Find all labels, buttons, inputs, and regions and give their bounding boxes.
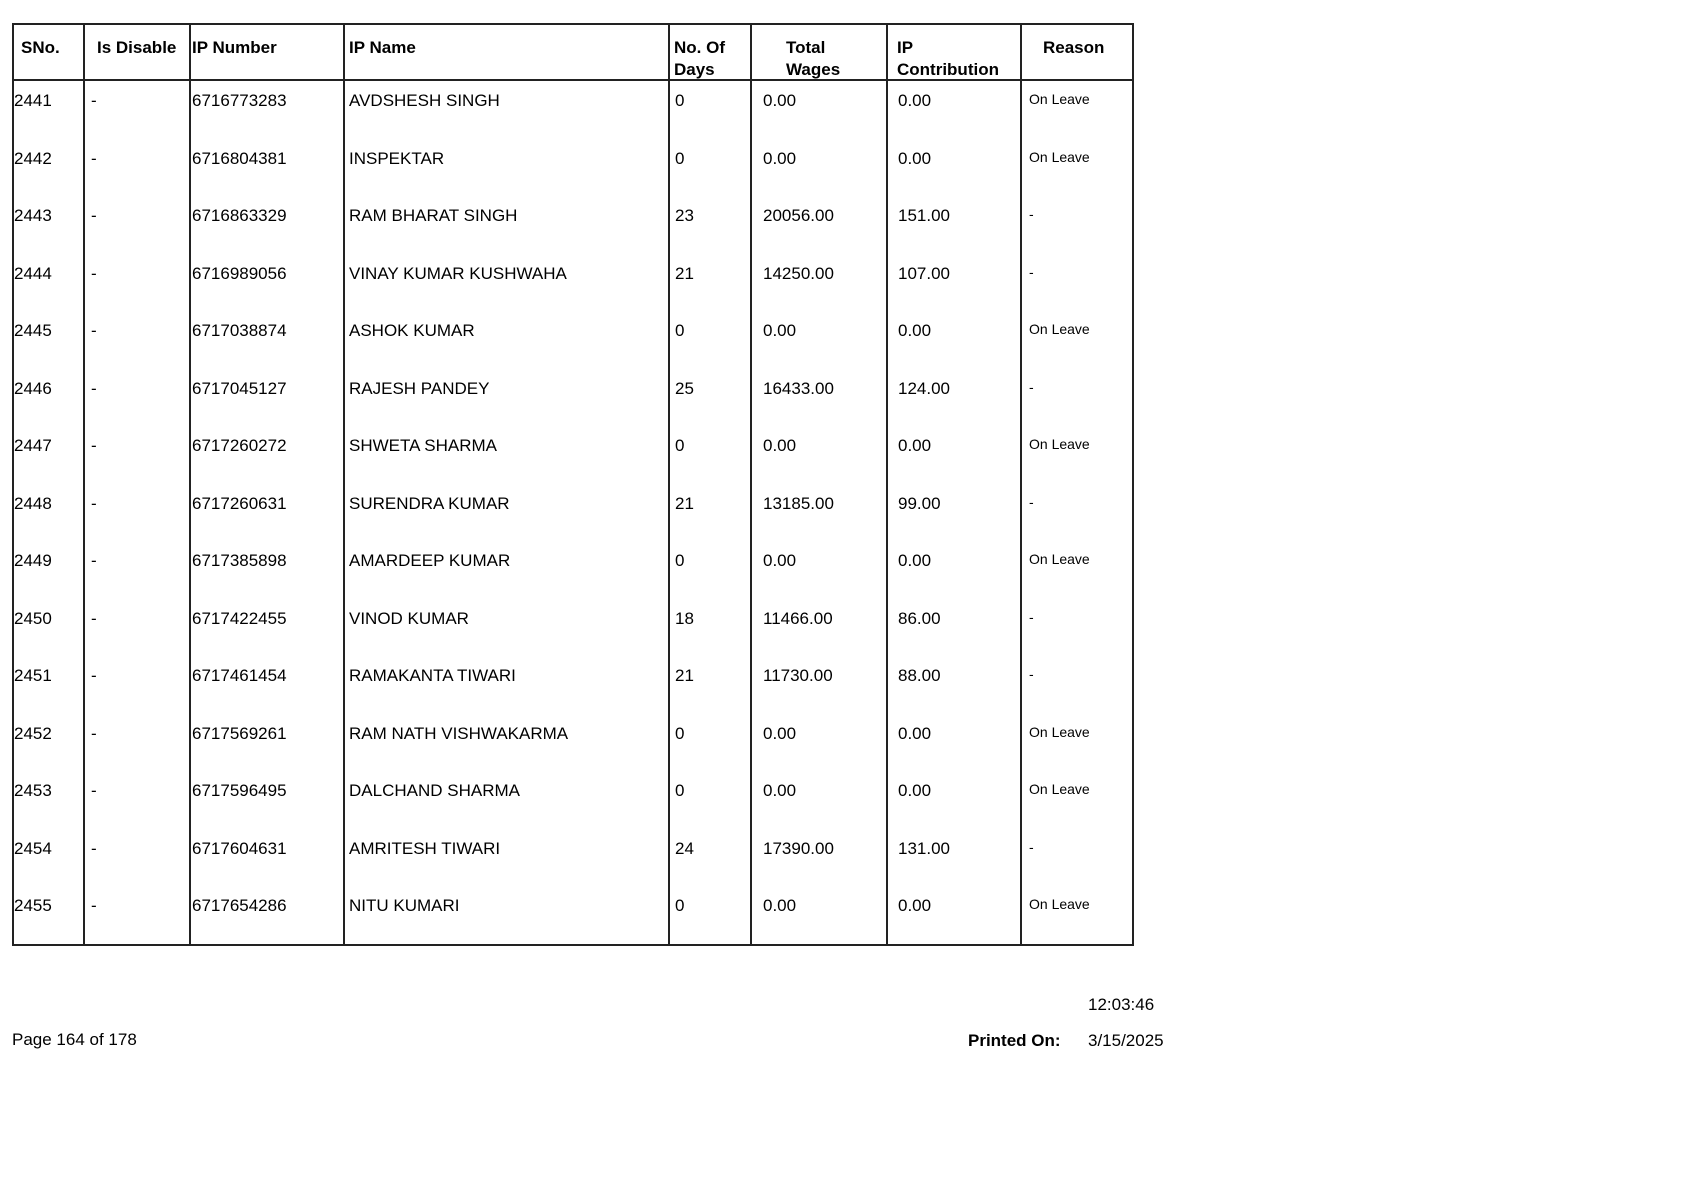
table-body: [14, 81, 1132, 944]
header-sno: SNo.: [14, 25, 85, 79]
cell-total-wages: 0.00: [752, 886, 888, 944]
cell-no-of-days: 0: [670, 311, 752, 369]
header-no-of-days: [670, 25, 752, 79]
table-row: [14, 426, 1132, 484]
cell-sno: 2446: [14, 369, 85, 427]
cell-sno: 2444: [14, 254, 85, 312]
cell-reason: On Leave: [1029, 551, 1090, 567]
cell-ip-number: 6717569261: [191, 714, 345, 772]
cell-sno: 2448: [14, 484, 85, 542]
header-total-wages-line1: Total: [786, 38, 826, 57]
cell-is-disable: -: [85, 484, 191, 542]
table-row: [14, 829, 1132, 887]
table-row: [14, 311, 1132, 369]
cell-reason: On Leave: [1029, 896, 1090, 912]
cell-reason: -: [1029, 493, 1034, 510]
cell-ip-contribution: 0.00: [888, 541, 1022, 599]
cell-no-of-days: 25: [670, 369, 752, 427]
cell-ip-name: DALCHAND SHARMA: [345, 771, 670, 829]
cell-no-of-days: 21: [670, 656, 752, 714]
table-row: [14, 81, 1132, 139]
cell-ip-number: 6717260272: [191, 426, 345, 484]
cell-total-wages: 14250.00: [752, 254, 888, 312]
cell-ip-name: NITU KUMARI: [345, 886, 670, 944]
table-row: [14, 541, 1132, 599]
printed-on-label: Printed On:: [968, 1031, 1061, 1050]
cell-ip-contribution: 88.00: [888, 656, 1022, 714]
cell-no-of-days: 0: [670, 426, 752, 484]
cell-total-wages: 0.00: [752, 139, 888, 197]
table-row: [14, 196, 1132, 254]
header-ip-contribution-line2: Contribution: [897, 60, 999, 79]
cell-total-wages: 0.00: [752, 714, 888, 772]
cell-ip-number: 6716989056: [191, 254, 345, 312]
cell-reason: On Leave: [1029, 321, 1090, 337]
cell-total-wages: 16433.00: [752, 369, 888, 427]
cell-ip-number: 6717045127: [191, 369, 345, 427]
page-number: Page 164 of 178: [12, 1030, 137, 1049]
cell-sno: 2453: [14, 771, 85, 829]
cell-ip-name: SURENDRA KUMAR: [345, 484, 670, 542]
cell-ip-contribution: 0.00: [888, 311, 1022, 369]
cell-no-of-days: 0: [670, 714, 752, 772]
cell-ip-contribution: 151.00: [888, 196, 1022, 254]
cell-ip-name: SHWETA SHARMA: [345, 426, 670, 484]
cell-ip-name: AMRITESH TIWARI: [345, 829, 670, 887]
cell-ip-name: VINOD KUMAR: [345, 599, 670, 657]
cell-ip-name: RAM NATH VISHWAKARMA: [345, 714, 670, 772]
cell-ip-contribution: 124.00: [888, 369, 1022, 427]
cell-reason: -: [1029, 666, 1034, 682]
cell-ip-number: 6717654286: [191, 886, 345, 944]
cell-ip-contribution: 0.00: [888, 714, 1022, 772]
cell-ip-name: RAJESH PANDEY: [345, 369, 670, 427]
header-ip-contribution-line1: IP: [897, 38, 914, 57]
cell-ip-contribution: 0.00: [888, 886, 1022, 944]
cell-ip-name: VINAY KUMAR KUSHWAHA: [345, 254, 670, 312]
cell-no-of-days: 0: [670, 771, 752, 829]
cell-sno: 2452: [14, 714, 85, 772]
cell-is-disable: -: [85, 369, 191, 427]
table-row: [14, 886, 1132, 944]
cell-ip-contribution: 86.00: [888, 599, 1022, 657]
header-is-disable: Is Disable: [85, 25, 191, 79]
cell-total-wages: 0.00: [752, 426, 888, 484]
cell-sno: 2441: [14, 81, 85, 139]
cell-ip-name: AMARDEEP KUMAR: [345, 541, 670, 599]
cell-is-disable: -: [85, 254, 191, 312]
cell-reason: -: [1029, 608, 1034, 625]
table-row: [14, 254, 1132, 312]
cell-is-disable: -: [85, 426, 191, 484]
cell-total-wages: 0.00: [752, 81, 888, 139]
cell-ip-name: AVDSHESH SINGH: [345, 81, 670, 139]
cell-no-of-days: 0: [670, 886, 752, 944]
cell-ip-contribution: 99.00: [888, 484, 1022, 542]
cell-ip-contribution: 0.00: [888, 426, 1022, 484]
cell-ip-contribution: 0.00: [888, 81, 1022, 139]
table-row: [14, 599, 1132, 657]
cell-reason: -: [1029, 263, 1034, 280]
cell-no-of-days: 0: [670, 541, 752, 599]
table-header-row: [14, 25, 1132, 81]
cell-ip-number: 6717422455: [191, 599, 345, 657]
header-ip-contribution: [888, 25, 1022, 79]
cell-reason: On Leave: [1029, 781, 1090, 797]
cell-is-disable: -: [85, 714, 191, 772]
cell-no-of-days: 18: [670, 599, 752, 657]
cell-is-disable: -: [85, 599, 191, 657]
table-row: [14, 484, 1132, 542]
cell-sno: 2447: [14, 426, 85, 484]
cell-is-disable: -: [85, 139, 191, 197]
cell-reason: -: [1029, 378, 1034, 395]
cell-ip-number: 6717260631: [191, 484, 345, 542]
contribution-table: [12, 23, 1134, 946]
cell-ip-number: 6716773283: [191, 81, 345, 139]
cell-ip-name: INSPEKTAR: [345, 139, 670, 197]
cell-reason: On Leave: [1029, 723, 1090, 740]
header-reason: Reason: [1043, 38, 1105, 57]
cell-ip-name: RAMAKANTA TIWARI: [345, 656, 670, 714]
cell-no-of-days: 23: [670, 196, 752, 254]
cell-sno: 2443: [14, 196, 85, 254]
cell-no-of-days: 21: [670, 254, 752, 312]
cell-no-of-days: 0: [670, 81, 752, 139]
cell-sno: 2451: [14, 656, 85, 714]
printed-time: 12:03:46: [1088, 995, 1155, 1014]
cell-ip-number: 6716863329: [191, 196, 345, 254]
cell-reason: On Leave: [1029, 148, 1090, 165]
cell-ip-number: 6717461454: [191, 656, 345, 714]
cell-no-of-days: 21: [670, 484, 752, 542]
cell-is-disable: -: [85, 886, 191, 944]
cell-sno: 2454: [14, 829, 85, 887]
cell-is-disable: -: [85, 81, 191, 139]
cell-total-wages: 0.00: [752, 541, 888, 599]
header-ip-name: IP Name: [345, 25, 670, 79]
cell-reason: On Leave: [1029, 91, 1090, 107]
cell-total-wages: 13185.00: [752, 484, 888, 542]
printed-date: 3/15/2025: [1088, 1031, 1164, 1050]
header-ip-number: IP Number: [191, 25, 345, 79]
header-no-of-days-line1: No. Of: [674, 38, 725, 57]
table-row: [14, 656, 1132, 714]
cell-ip-number: 6717596495: [191, 771, 345, 829]
cell-sno: 2449: [14, 541, 85, 599]
cell-total-wages: 20056.00: [752, 196, 888, 254]
cell-no-of-days: 24: [670, 829, 752, 887]
cell-ip-name: RAM BHARAT SINGH: [345, 196, 670, 254]
cell-is-disable: -: [85, 771, 191, 829]
cell-is-disable: -: [85, 196, 191, 254]
cell-ip-contribution: 131.00: [888, 829, 1022, 887]
cell-no-of-days: 0: [670, 139, 752, 197]
header-total-wages-line2: Wages: [786, 60, 841, 79]
cell-ip-name: ASHOK KUMAR: [345, 311, 670, 369]
cell-is-disable: -: [85, 541, 191, 599]
cell-sno: 2445: [14, 311, 85, 369]
cell-ip-contribution: 107.00: [888, 254, 1022, 312]
cell-sno: 2442: [14, 139, 85, 197]
cell-sno: 2455: [14, 886, 85, 944]
cell-total-wages: 0.00: [752, 311, 888, 369]
table-row: [14, 714, 1132, 772]
cell-is-disable: -: [85, 311, 191, 369]
table-row: [14, 771, 1132, 829]
header-no-of-days-line2: Days: [674, 60, 715, 79]
cell-ip-number: 6717604631: [191, 829, 345, 887]
cell-total-wages: 11466.00: [752, 599, 888, 657]
cell-reason: -: [1029, 838, 1034, 855]
cell-is-disable: -: [85, 829, 191, 887]
table-row: [14, 369, 1132, 427]
header-total-wages: [752, 25, 888, 79]
cell-reason: -: [1029, 206, 1034, 222]
table-row: [14, 139, 1132, 197]
cell-reason: On Leave: [1029, 436, 1090, 452]
cell-sno: 2450: [14, 599, 85, 657]
cell-ip-number: 6717385898: [191, 541, 345, 599]
cell-ip-number: 6717038874: [191, 311, 345, 369]
cell-is-disable: -: [85, 656, 191, 714]
cell-total-wages: 0.00: [752, 771, 888, 829]
cell-ip-number: 6716804381: [191, 139, 345, 197]
cell-total-wages: 11730.00: [752, 656, 888, 714]
cell-ip-contribution: 0.00: [888, 771, 1022, 829]
cell-total-wages: 17390.00: [752, 829, 888, 887]
cell-ip-contribution: 0.00: [888, 139, 1022, 197]
